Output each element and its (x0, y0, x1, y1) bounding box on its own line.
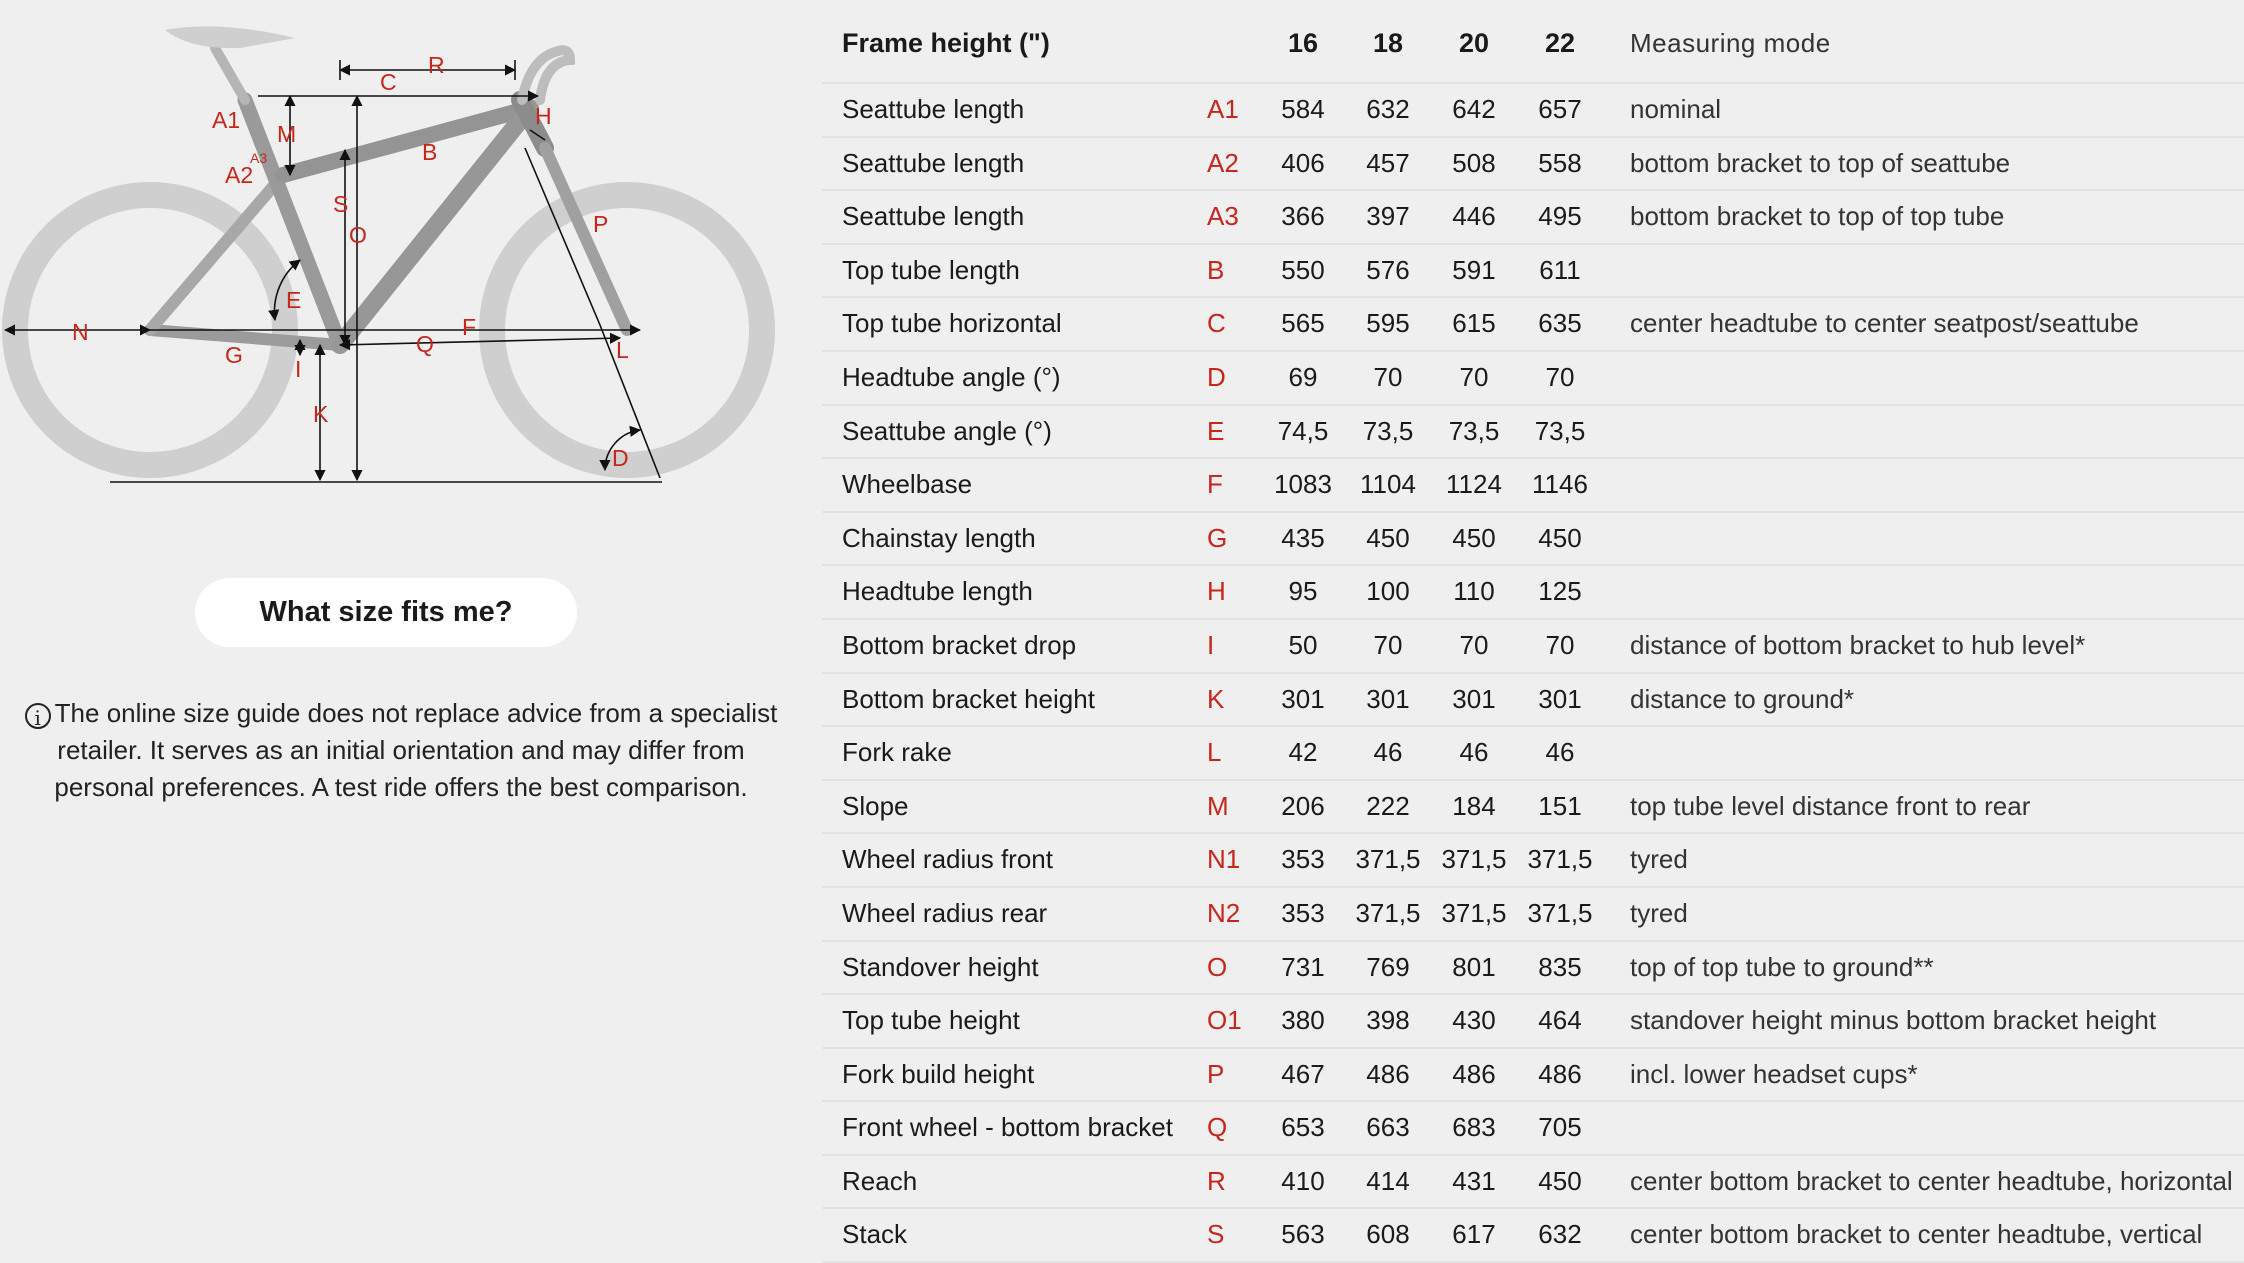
geometry-table (822, 20, 2244, 1263)
row-value: 366 (1281, 201, 1325, 232)
row-name: Headtube length (842, 576, 1033, 607)
row-value: 683 (1452, 1112, 1496, 1143)
table-row (822, 513, 2244, 567)
row-value: 95 (1288, 576, 1318, 607)
row-value: 565 (1281, 308, 1325, 339)
row-code: E (1207, 415, 1225, 446)
row-value: 70 (1373, 361, 1403, 392)
row-value: 635 (1538, 308, 1582, 339)
size-guide-disclaimer (6, 695, 796, 806)
label-M: M (277, 121, 297, 147)
row-measuring-mode: distance to ground* (1630, 683, 1855, 714)
row-value: 398 (1366, 1005, 1410, 1036)
table-row (822, 942, 2244, 996)
row-code: F (1207, 469, 1223, 500)
row-value: 584 (1281, 94, 1325, 124)
row-value: 1083 (1274, 469, 1332, 500)
row-code: L (1207, 737, 1222, 768)
row-name: Chainstay length (842, 522, 1036, 553)
row-value: 380 (1281, 1005, 1325, 1036)
row-value: 435 (1281, 522, 1325, 553)
table-row (822, 1049, 2244, 1103)
row-value: 558 (1538, 147, 1582, 178)
table-row (822, 620, 2244, 674)
row-code: M (1207, 790, 1229, 821)
table-row (822, 781, 2244, 835)
row-value: 1104 (1360, 469, 1416, 500)
row-value: 595 (1366, 308, 1410, 339)
row-value: 46 (1545, 737, 1575, 768)
row-code: A3 (1207, 201, 1239, 232)
table-row (822, 459, 2244, 513)
label-C: C (380, 69, 397, 95)
row-code: G (1207, 522, 1228, 553)
row-measuring-mode: center bottom bracket to center headtube, vertical (1630, 1219, 2203, 1250)
row-name: Front wheel - bottom bracket (842, 1112, 1173, 1143)
row-measuring-mode: tyred (1630, 844, 1688, 875)
row-name: Bottom bracket height (842, 683, 1095, 714)
row-code: I (1207, 629, 1215, 660)
label-G: G (225, 342, 243, 368)
row-value: 632 (1366, 94, 1410, 124)
row-name: Top tube horizontal (842, 308, 1062, 339)
row-measuring-mode: top tube level distance front to rear (1630, 790, 2031, 821)
row-value: 835 (1538, 951, 1582, 982)
table-row (822, 406, 2244, 460)
row-code: A1 (1207, 94, 1239, 124)
info-icon: i (25, 703, 51, 729)
header-size: 20 (1458, 28, 1490, 58)
table-row (822, 191, 2244, 245)
row-value: 353 (1281, 897, 1325, 928)
row-measuring-mode: center headtube to center seatpost/seattube (1630, 308, 2139, 339)
row-value: 653 (1281, 1112, 1325, 1143)
row-code: N1 (1207, 844, 1241, 875)
disclaimer-text: The online size guide does not replace advice from a specialist retailer. It serves as an initial orientation and may differ from personal preferences. A test ride offers the best comparison. (54, 698, 778, 802)
row-value: 446 (1452, 201, 1496, 232)
row-value: 50 (1288, 629, 1318, 660)
row-value: 70 (1459, 629, 1489, 660)
label-P: P (593, 211, 609, 237)
row-code: S (1207, 1219, 1225, 1250)
row-value: 100 (1366, 576, 1410, 607)
row-value: 301 (1366, 683, 1410, 714)
row-value: 1146 (1532, 469, 1588, 500)
row-value: 414 (1366, 1165, 1410, 1196)
row-name: Seattube length (842, 94, 1025, 124)
row-value: 642 (1452, 94, 1496, 124)
row-measuring-mode: tyred (1630, 897, 1688, 928)
row-value: 705 (1538, 1112, 1582, 1143)
row-value: 301 (1452, 683, 1496, 714)
row-code: P (1207, 1058, 1225, 1089)
row-value: 371,5 (1355, 897, 1421, 928)
row-value: 70 (1545, 361, 1575, 392)
row-name: Seattube angle (°) (842, 415, 1052, 446)
row-value: 46 (1373, 737, 1403, 768)
row-value: 617 (1452, 1219, 1496, 1250)
row-code: A2 (1207, 147, 1239, 178)
row-value: 576 (1366, 254, 1410, 285)
row-value: 371,5 (1441, 897, 1507, 928)
row-value: 70 (1373, 629, 1403, 660)
dimension-lines (5, 60, 662, 482)
row-value: 486 (1366, 1058, 1410, 1089)
label-B: B (422, 139, 438, 165)
row-code: K (1207, 683, 1225, 714)
row-name: Reach (842, 1165, 918, 1196)
row-value: 486 (1538, 1058, 1582, 1089)
table-row (822, 1102, 2244, 1156)
table-row (822, 84, 2244, 138)
row-measuring-mode: bottom bracket to top of seattube (1630, 147, 2011, 178)
row-measuring-mode: center bottom bracket to center headtube, horizontal (1630, 1165, 2233, 1196)
row-value: 73,5 (1448, 415, 1500, 446)
row-code: Q (1207, 1112, 1228, 1143)
table-row (822, 1156, 2244, 1210)
row-value: 397 (1366, 201, 1410, 232)
header-frame-height: Frame height (") (842, 28, 1050, 58)
label-A1: A1 (212, 107, 241, 133)
label-E: E (286, 287, 302, 313)
row-name: Bottom bracket drop (842, 629, 1077, 660)
row-measuring-mode: standover height minus bottom bracket height (1630, 1005, 2157, 1036)
row-value: 495 (1538, 201, 1582, 232)
table-row (822, 245, 2244, 299)
row-value: 508 (1452, 147, 1496, 178)
table-header (822, 20, 2244, 84)
label-F: F (462, 314, 477, 340)
row-value: 632 (1538, 1219, 1582, 1250)
table-row (822, 727, 2244, 781)
row-value: 431 (1452, 1165, 1496, 1196)
table-row (822, 995, 2244, 1049)
label-S: S (333, 191, 349, 217)
row-value: 222 (1366, 790, 1410, 821)
row-value: 450 (1538, 522, 1582, 553)
row-value: 125 (1538, 576, 1582, 607)
row-value: 70 (1545, 629, 1575, 660)
row-value: 74,5 (1277, 415, 1329, 446)
table-row (822, 298, 2244, 352)
row-value: 301 (1538, 683, 1582, 714)
row-value: 70 (1459, 361, 1489, 392)
row-value: 450 (1452, 522, 1496, 553)
row-name: Standover height (842, 951, 1039, 982)
row-value: 657 (1538, 94, 1582, 124)
table-row (822, 1209, 2244, 1263)
row-name: Wheel radius front (842, 844, 1053, 875)
table-row (822, 566, 2244, 620)
row-name: Fork rake (842, 737, 952, 768)
label-R: R (428, 52, 445, 78)
row-value: 406 (1281, 147, 1325, 178)
row-code: C (1207, 308, 1226, 339)
row-name: Seattube length (842, 147, 1025, 178)
row-value: 430 (1452, 1005, 1496, 1036)
label-O: O (349, 222, 367, 248)
row-value: 615 (1452, 308, 1496, 339)
row-name: Slope (842, 790, 909, 821)
row-value: 42 (1288, 737, 1318, 768)
row-value: 608 (1366, 1219, 1410, 1250)
row-code: H (1207, 576, 1226, 607)
label-A3: A3 (250, 150, 268, 166)
header-size: 22 (1544, 28, 1576, 58)
label-A2: A2 (225, 162, 254, 188)
table-row (822, 138, 2244, 192)
row-value: 353 (1281, 844, 1325, 875)
row-value: 46 (1459, 737, 1489, 768)
row-value: 371,5 (1441, 844, 1507, 875)
label-D: D (612, 445, 629, 471)
row-measuring-mode: top of top tube to ground** (1630, 951, 1934, 982)
row-value: 73,5 (1534, 415, 1586, 446)
row-value: 301 (1281, 683, 1325, 714)
label-H: H (535, 103, 552, 129)
row-code: R (1207, 1165, 1226, 1196)
header-size: 16 (1287, 28, 1319, 58)
row-value: 184 (1452, 790, 1496, 821)
row-measuring-mode: nominal (1630, 94, 1722, 124)
row-value: 371,5 (1527, 844, 1593, 875)
row-value: 467 (1281, 1058, 1325, 1089)
row-name: Wheel radius rear (842, 897, 1048, 928)
row-name: Top tube height (842, 1005, 1020, 1036)
row-value: 371,5 (1355, 844, 1421, 875)
row-value: 410 (1281, 1165, 1325, 1196)
row-value: 769 (1366, 951, 1410, 982)
row-name: Fork build height (842, 1058, 1035, 1089)
row-value: 151 (1538, 790, 1582, 821)
header-measuring-mode: Measuring mode (1630, 28, 1831, 58)
header-size: 18 (1372, 28, 1404, 58)
row-value: 69 (1288, 361, 1318, 392)
table-row (822, 674, 2244, 728)
row-code: O1 (1207, 1005, 1242, 1036)
row-name: Stack (842, 1219, 908, 1250)
label-Q: Q (416, 331, 434, 357)
row-value: 464 (1538, 1005, 1582, 1036)
row-code: B (1207, 254, 1225, 285)
label-L: L (616, 337, 629, 363)
row-value: 457 (1366, 147, 1410, 178)
row-value: 371,5 (1527, 897, 1593, 928)
row-name: Headtube angle (°) (842, 361, 1061, 392)
label-N: N (72, 319, 89, 345)
row-measuring-mode: bottom bracket to top of top tube (1630, 201, 2005, 232)
row-value: 731 (1281, 951, 1325, 982)
row-code: N2 (1207, 897, 1241, 928)
row-value: 801 (1452, 951, 1496, 982)
size-fit-button[interactable]: What size fits me? (195, 578, 577, 647)
row-value: 591 (1452, 254, 1496, 285)
row-measuring-mode: incl. lower headset cups* (1630, 1058, 1918, 1089)
bike-geometry-diagram (0, 0, 800, 500)
table-row (822, 352, 2244, 406)
row-value: 450 (1366, 522, 1410, 553)
row-code: O (1207, 951, 1228, 982)
row-value: 73,5 (1362, 415, 1414, 446)
row-value: 663 (1366, 1112, 1410, 1143)
label-K: K (313, 401, 329, 427)
row-value: 206 (1281, 790, 1325, 821)
row-value: 611 (1539, 254, 1581, 285)
row-value: 486 (1452, 1058, 1496, 1089)
table-row (822, 834, 2244, 888)
row-name: Wheelbase (842, 469, 973, 500)
row-name: Seattube length (842, 201, 1025, 232)
row-value: 563 (1281, 1219, 1325, 1250)
row-measuring-mode: distance of bottom bracket to hub level* (1630, 629, 2086, 660)
row-value: 450 (1538, 1165, 1582, 1196)
row-code: D (1207, 361, 1226, 392)
row-value: 550 (1281, 254, 1325, 285)
label-I: I (295, 356, 302, 382)
table-row (822, 888, 2244, 942)
row-name: Top tube length (842, 254, 1020, 285)
row-value: 110 (1453, 576, 1495, 607)
row-value: 1124 (1446, 469, 1502, 500)
